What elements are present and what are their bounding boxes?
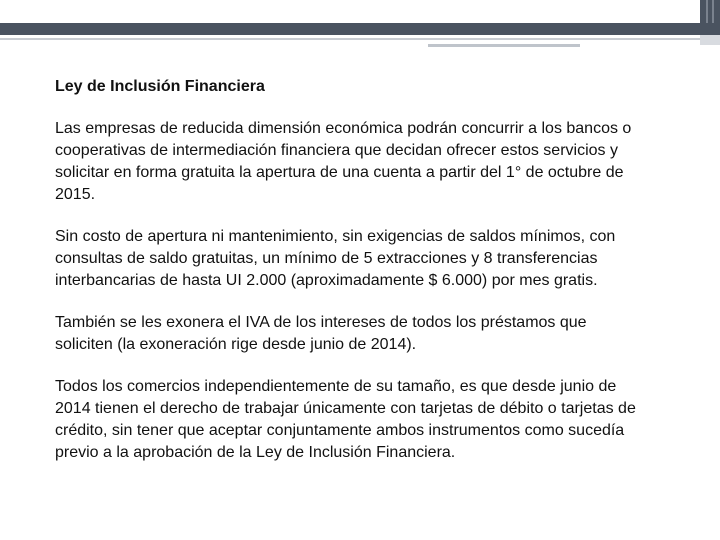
header-divider-line <box>0 38 720 40</box>
slide-title: Ley de Inclusión Financiera <box>55 78 265 95</box>
header-stripe <box>706 0 708 23</box>
header-stripe <box>712 0 714 23</box>
paragraph-card-acceptance: Todos los comercios independientemente de su tamaño, es que desde junio de 2014 tienen el derecho de trabajar únicamente con tarjetas de débito o tarjetas de crédito, sin tener que aceptar conjuntamente ambos instrumentos como sucedía previo a la aprobación de la Ley de Inclusión Financiera. <box>55 378 636 461</box>
paragraph-account-opening: Las empresas de reducida dimensión económica podrán concurrir a los bancos o cooperativas de intermediación financiera que decidan ofrecer estos servicios y solicitar en forma gratuita la apertura de una cuenta a partir del 1° de octubre de 2015. <box>55 120 632 203</box>
header-accent-corner <box>700 35 720 45</box>
header-band-corner <box>700 0 720 35</box>
header-accent-line <box>428 44 580 47</box>
paragraph-no-cost: Sin costo de apertura ni mantenimiento, sin exigencias de saldos mínimos, con consultas de saldo gratuitas, un mínimo de 5 extracciones y 8 transferencias interbancarias de hasta UI 2.000 (aproximadamente $ 6.000) por mes gratis. <box>55 228 616 289</box>
paragraph-iva-exemption: También se les exonera el IVA de los intereses de todos los préstamos que soliciten (la exoneración rige desde junio de 2014). <box>55 314 587 353</box>
header-band <box>0 23 720 35</box>
slide-body <box>55 76 645 484</box>
